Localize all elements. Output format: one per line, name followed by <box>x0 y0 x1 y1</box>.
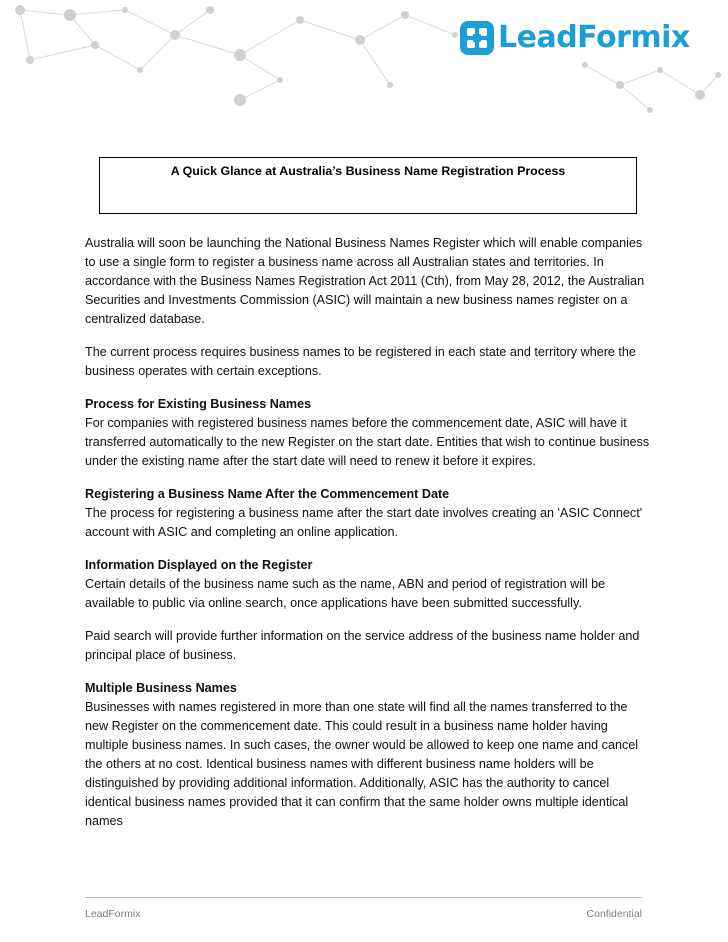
section-registering-after <box>85 485 650 542</box>
section-text: The process for registering a business name after the start date involves creating an 'ASIC Connect' account with ASIC and completing an online application. <box>85 506 643 539</box>
section-heading: Process for Existing Business Names <box>85 397 312 411</box>
footer-divider <box>85 897 642 898</box>
footer-company: LeadFormix <box>85 908 141 920</box>
intro-paragraph-2: The current process requires business names to be registered in each state and territory where the business operates with certain exceptions. <box>85 345 636 378</box>
section-heading: Information Displayed on the Register <box>85 558 313 572</box>
document-title: A Quick Glance at Australia’s Business Name Registration Process <box>170 164 566 178</box>
section-information-displayed <box>85 556 650 613</box>
intro-paragraph-1: Australia will soon be launching the National Business Names Register which will enable companies to use a single form to register a business name across all Australian states and territories. In accordance with the Business Names Registration Act 2011 (Cth), from May 28, 2012, the Australian Securities and Investments Commission (ASIC) will maintain a new business names register on a centralized database. <box>85 236 645 326</box>
leadformix-logo-icon <box>460 21 494 55</box>
section-existing-names <box>85 395 650 471</box>
paid-search-paragraph: Paid search will provide further information on the service address of the business name holder and principal place of business. <box>85 629 640 662</box>
leadformix-logo <box>460 18 690 58</box>
document-body <box>85 234 650 845</box>
section-text: For companies with registered business names before the commencement date, ASIC will have it transferred automatically to the new Register on the start date. Entities that wish to continue business under the existing name after the start date will need to renew it before it expires. <box>85 416 650 468</box>
logo-text: LeadFormix <box>498 20 690 55</box>
title-box <box>99 157 637 214</box>
section-text: Businesses with names registered in more than one state will find all the names transferred to the new Register on the commencement date. This could result in a business name holder having multiple business names. In such cases, the owner would be allowed to keep one name and cancel the others at no cost. Identical business names with different business name holders will be distinguished by providing additional information. Additionally, ASIC has the authority to cancel identical business names provided that it can confirm that the same holder owns multiple identical names <box>85 700 639 828</box>
section-text: Certain details of the business name such as the name, ABN and period of registration will be available to public via online search, once applications have been submitted successfully. <box>85 577 606 610</box>
section-heading: Multiple Business Names <box>85 681 237 695</box>
section-heading: Registering a Business Name After the Commencement Date <box>85 487 450 501</box>
section-multiple-names <box>85 679 650 831</box>
footer-confidential: Confidential <box>586 908 642 920</box>
